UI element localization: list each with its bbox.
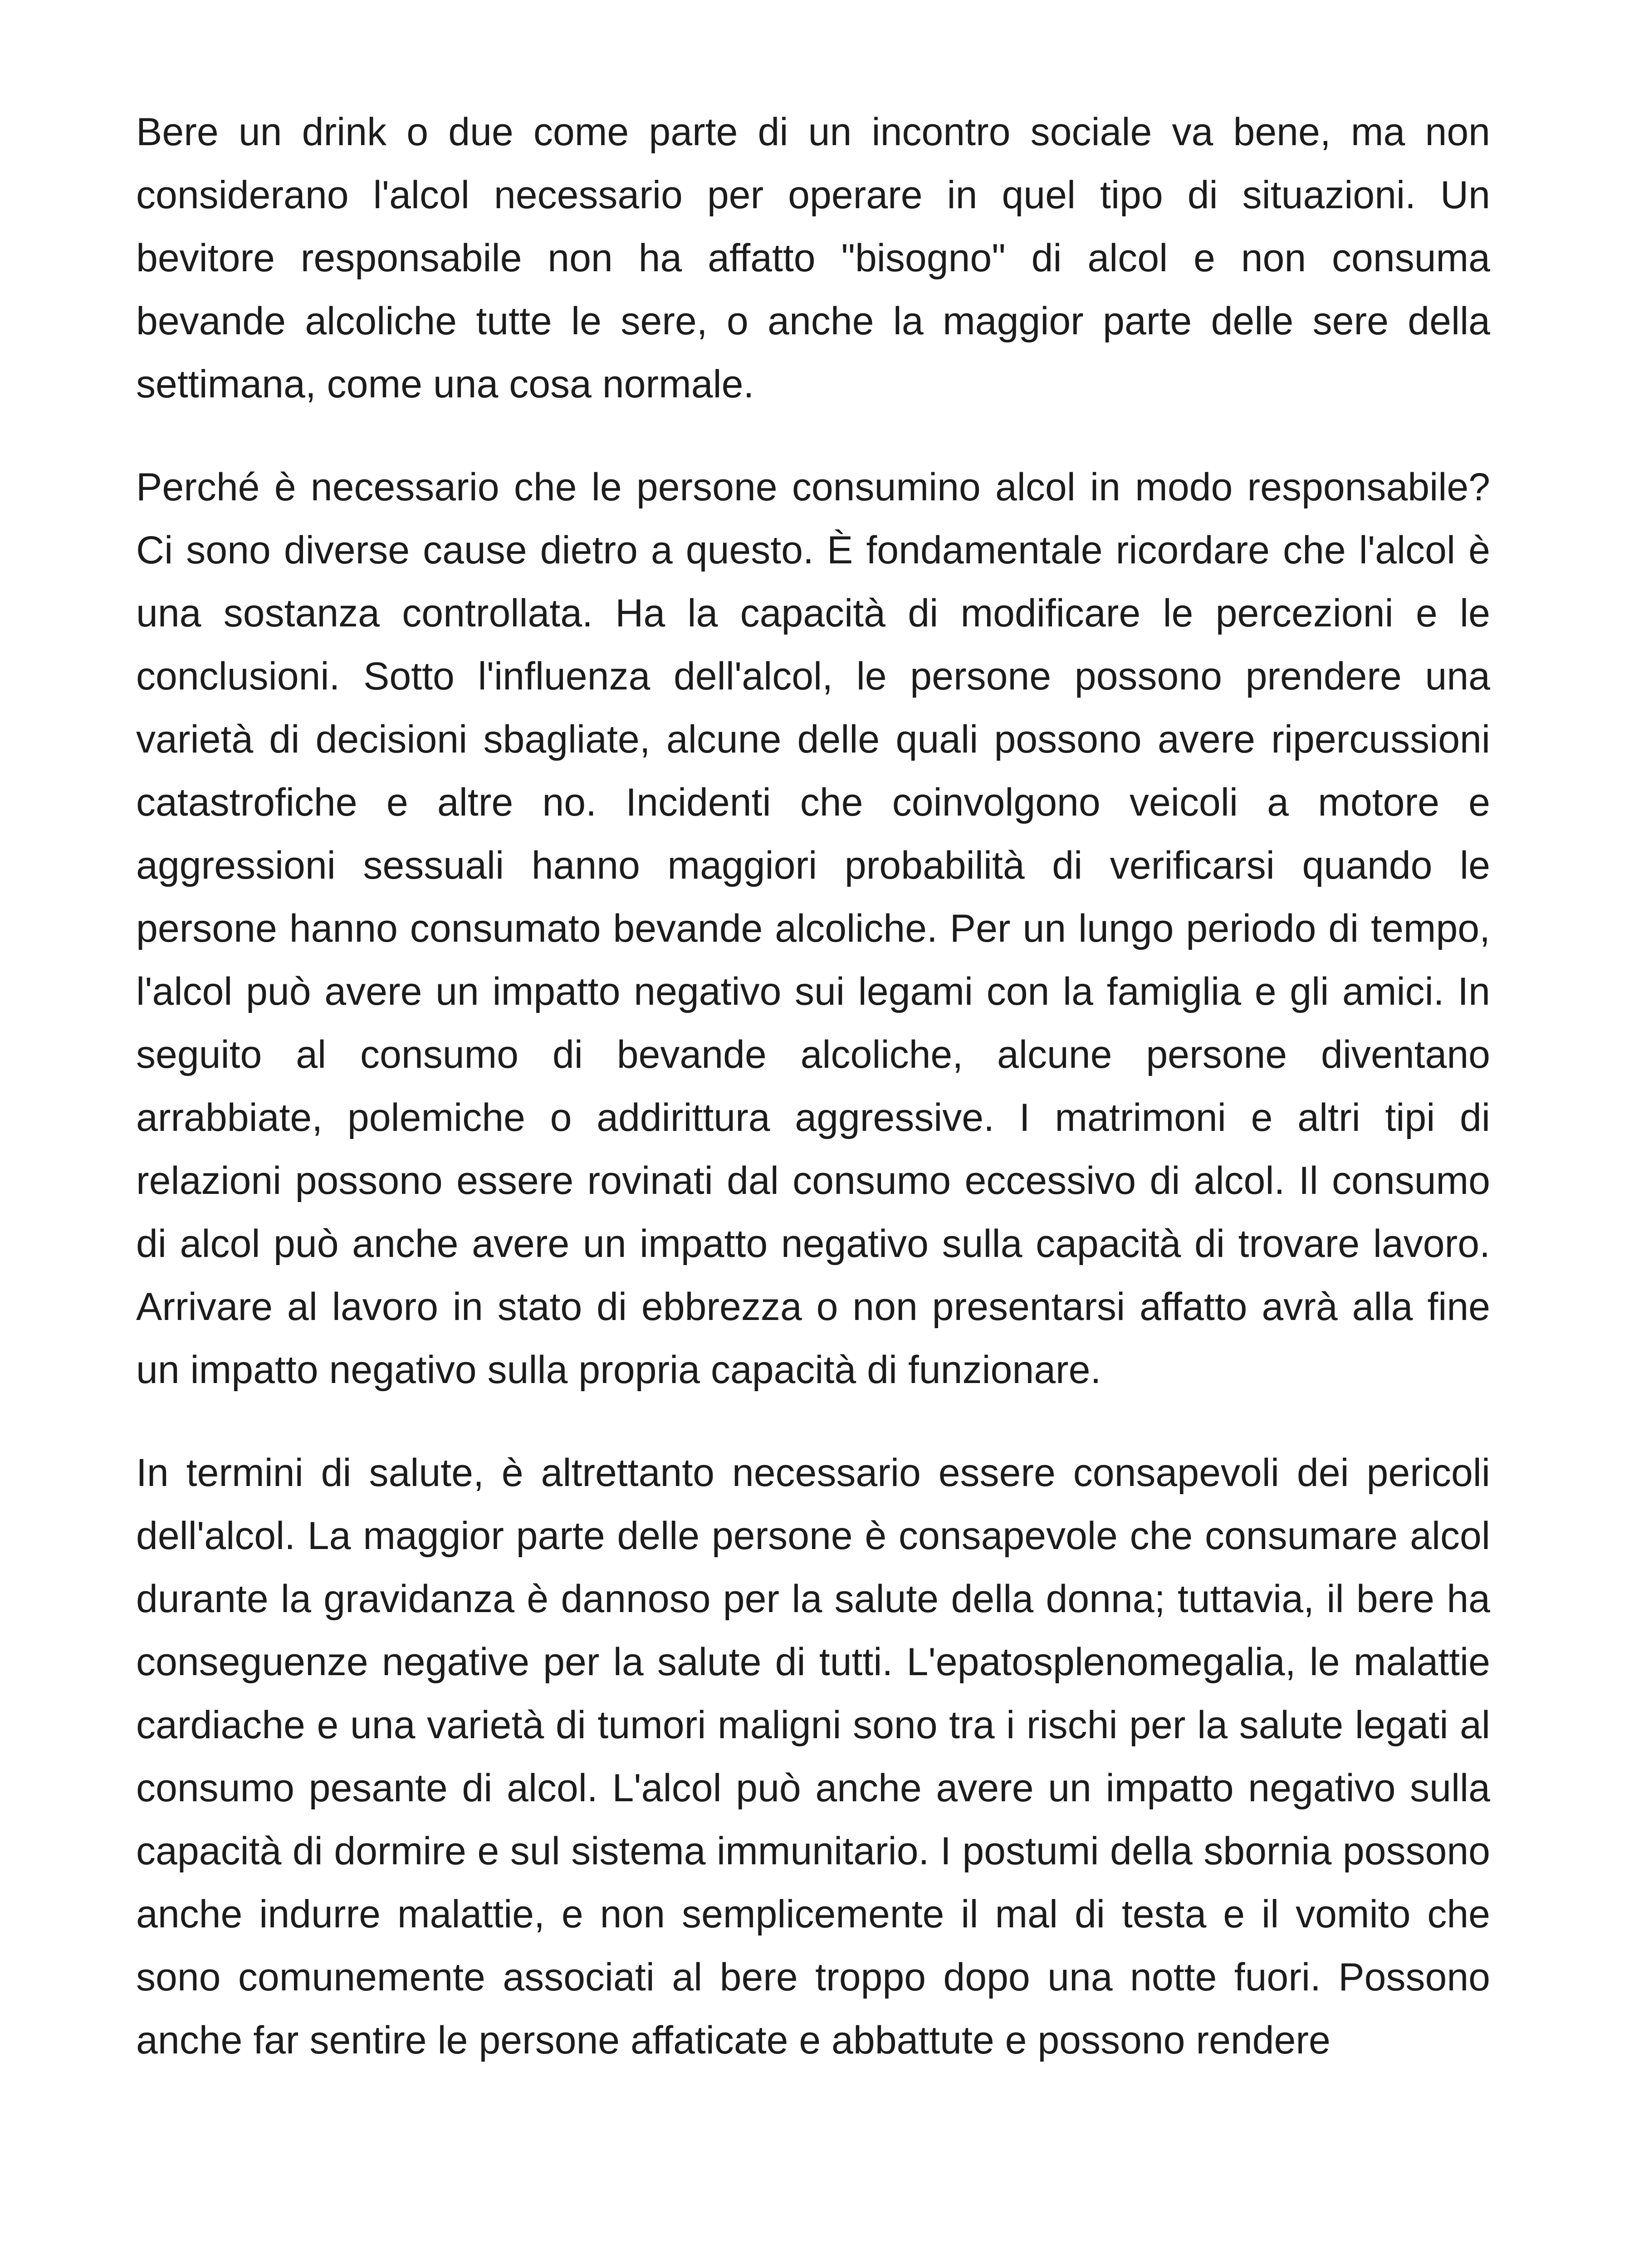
paragraph-2: Perché è necessario che le persone consumino alcol in modo responsabile? Ci sono diverse cause dietro a questo. È fondamentale ricordare che l'alcol è una sostanza controllata. Ha la capacità di modificare le percezioni e le conclusioni. Sotto l'influenza dell'alcol, le persone possono prendere una varietà di decisioni sbagliate, alcune delle quali possono avere ripercussioni catastrofiche e altre no. Incidenti che coinvolgono veicoli a motore e aggressioni sessuali hanno maggiori probabilità di verificarsi quando le persone hanno consumato bevande alcoliche. Per un lungo periodo di tempo, l'alcol può avere un impatto negativo sui legami con la famiglia e gli amici. In seguito al consumo di bevande alcoliche, alcune persone diventano arrabbiate, polemiche o addirittura aggressive. I matrimoni e altri tipi di relazioni possono essere rovinati dal consumo eccessivo di alcol. Il consumo di alcol può anche avere un impatto negativo sulla capacità di trovare lavoro. Arrivare al lavoro in stato di ebbrezza o non presentarsi affatto avrà alla fine un impatto negativo sulla propria capacità di funzionare.: [136, 465, 1490, 1392]
paragraph-1: Bere un drink o due come parte di un incontro sociale va bene, ma non considerano l'alcol necessario per operare in quel tipo di situazioni. Un bevitore responsabile non ha affatto "bisogno" di alcol e non consuma bevande alcoliche tutte le sere, o anche la maggior parte delle sere della settimana, come una cosa normale.: [136, 110, 1490, 406]
page-body-text: [136, 101, 1490, 2072]
paragraph-3: In termini di salute, è altrettanto necessario essere consapevoli dei pericoli dell'alcol. La maggior parte delle persone è consapevole che consumare alcol durante la gravidanza è dannoso per la salute della donna; tuttavia, il bere ha conseguenze negative per la salute di tutti. L'epatosplenomegalia, le malattie cardiache e una varietà di tumori maligni sono tra i rischi per la salute legati al consumo pesante di alcol. L'alcol può anche avere un impatto negativo sulla capacità di dormire e sul sistema immunitario. I postumi della sbornia possono anche indurre malattie, e non semplicemente il mal di testa e il vomito che sono comunemente associati al bere troppo dopo una notte fuori. Possono anche far sentire le persone affaticate e abbattute e possono rendere: [136, 1451, 1490, 2062]
